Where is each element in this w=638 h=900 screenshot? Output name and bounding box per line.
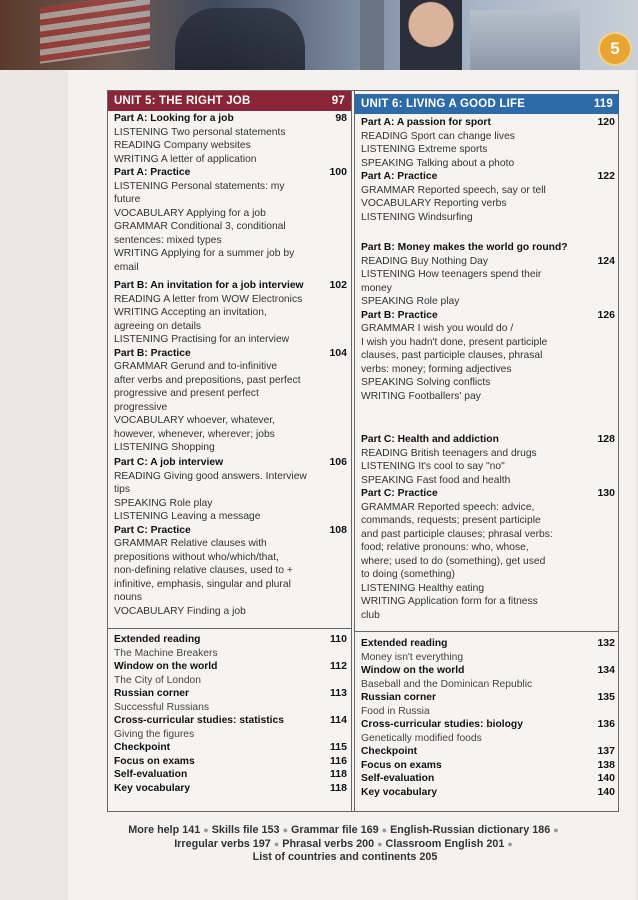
toc-line: Giving the figures <box>114 728 195 740</box>
toc-line: LISTENING Shopping <box>114 442 215 453</box>
toc-line: LISTENING Leaving a message <box>114 511 261 522</box>
building-silhouette <box>470 10 580 70</box>
toc-line: nouns <box>114 592 143 603</box>
toc-line: WRITING A letter of application <box>114 153 257 165</box>
toc-line: LISTENING It's cool to say "no" <box>361 461 505 472</box>
toc-entry[interactable]: Part A: Looking for a job 98 <box>114 112 347 124</box>
toc-line: SPEAKING Role play <box>114 497 213 509</box>
toc-line: Successful Russians <box>114 701 209 713</box>
toc-entry[interactable]: Checkpoint 115 <box>114 741 347 753</box>
toc-line: WRITING Applying for a summer job by <box>114 248 295 259</box>
toc-line: SPEAKING Fast food and health <box>361 474 511 486</box>
toc-line: GRAMMAR Relative clauses with <box>114 538 267 549</box>
toc-line: progressive and present perfect progressive <box>114 388 259 413</box>
toc-line: clauses, past participle clauses, phrasal <box>361 350 543 361</box>
appendix-link[interactable]: Irregular verbs 197 <box>174 837 271 850</box>
toc-entry[interactable]: Russian corner 113 <box>114 687 347 699</box>
header-banner-photo <box>0 0 638 70</box>
appendix-link[interactable]: English-Russian dictionary 186 <box>390 824 551 836</box>
toc-line: after verbs and prepositions, past perfect <box>114 374 301 386</box>
unit-6-part-c <box>355 433 619 622</box>
page-number: 5 <box>610 39 620 58</box>
toc-line: where; used to do (something), get used <box>361 555 546 567</box>
toc-line: SPEAKING Solving conflicts <box>361 377 491 388</box>
unit-5-part-a <box>108 112 351 274</box>
appendix-link[interactable]: More help 141 <box>128 824 201 836</box>
toc-line: money <box>361 282 392 294</box>
flag-decoration <box>40 0 150 64</box>
toc-line: I wish you hadn't done, present participle <box>361 336 548 348</box>
appendix-line-3 <box>95 851 595 865</box>
toc-line: SPEAKING Role play <box>361 296 460 307</box>
unit-6-extras <box>355 637 619 799</box>
toc-line: READING Company websites <box>114 140 251 151</box>
toc-line: LISTENING Two personal statements <box>114 126 286 138</box>
bullet-dot-icon: ● <box>507 838 513 849</box>
toc-entry[interactable]: Part B: Practice 104 <box>114 346 347 359</box>
toc-line: The Machine Breakers <box>114 647 218 659</box>
toc-line: Baseball and the Dominican Republic <box>361 678 533 690</box>
toc-entry[interactable]: Part A: A passion for sport 120 <box>361 116 615 128</box>
toc-line: club <box>361 609 380 621</box>
toc-entry[interactable]: Part C: Practice 108 <box>114 523 347 536</box>
appendix-link[interactable]: Skills file 153 <box>211 824 280 836</box>
toc-line: READING British teenagers and drugs <box>361 447 537 459</box>
unit-5-title: UNIT 5: THE RIGHT JOB <box>114 95 251 107</box>
appendix-link[interactable]: Phrasal verbs 200 <box>282 837 375 850</box>
toc-line: VOCABULARY whoever, whatever, <box>114 415 276 426</box>
toc-line: WRITING Footballers' pay <box>361 390 481 402</box>
toc-line: READING Sport can change lives <box>361 130 515 142</box>
toc-line: infinitive, emphasis, singular and plural <box>114 578 291 590</box>
toc-entry[interactable]: Part C: A job interview 106 <box>114 456 347 468</box>
toc-line: READING Buy Nothing Day <box>361 255 489 267</box>
unit-6-column <box>354 91 619 811</box>
unit-5-part-b <box>108 279 351 455</box>
contents-table <box>107 90 619 812</box>
people-silhouette <box>175 8 305 70</box>
toc-line: email <box>114 261 139 273</box>
toc-line: commands, requests; present participle <box>361 515 541 526</box>
unit-5-page: 97 <box>331 95 345 107</box>
unit-5-part-c <box>108 456 351 618</box>
toc-entry[interactable]: Extended reading 132 <box>361 637 615 649</box>
man-portrait <box>400 0 462 70</box>
bullet-dot-icon: ● <box>377 838 383 849</box>
toc-entry[interactable]: Cross-curricular studies: statistics 114 <box>114 714 347 726</box>
toc-line: SPEAKING Talking about a photo <box>361 157 515 169</box>
toc-line: LISTENING Windsurfing <box>361 211 473 223</box>
toc-entry[interactable]: Focus on exams 116 <box>114 754 347 767</box>
bullet-dot-icon: ● <box>273 838 280 849</box>
toc-entry[interactable]: Part A: Practice 100 <box>114 166 347 178</box>
bullet-dot-icon: ● <box>282 825 288 835</box>
toc-line: Genetically modified foods <box>361 732 482 744</box>
toc-line: WRITING Accepting an invitation, <box>114 307 267 318</box>
toc-line: food; relative pronouns: who, whose, <box>361 542 529 553</box>
bullet-dot-icon: ● <box>381 825 388 835</box>
toc-entry[interactable]: Window on the world 134 <box>361 664 615 676</box>
toc-line: LISTENING Healthy eating <box>361 582 485 594</box>
toc-line: agreeing on details <box>114 320 202 332</box>
toc-entry[interactable]: Part B: Money makes the world go round? 124 <box>361 242 615 267</box>
toc-line: prepositions without who/which/that, <box>114 551 279 563</box>
toc-line: non-defining relative clauses, used to + <box>114 565 293 576</box>
unit-6-header <box>355 94 619 114</box>
toc-line: sentences: mixed types <box>114 234 222 246</box>
toc-line: however, whenever, wherever; jobs <box>114 428 275 440</box>
toc-entry[interactable]: Part C: Practice 130 <box>361 487 615 499</box>
toc-line: Money isn't everything <box>361 651 464 663</box>
toc-line: WRITING Application form for a fitness <box>361 596 538 607</box>
toc-line: VOCABULARY Finding a job <box>114 605 246 617</box>
toc-line: READING A letter from WOW Electronics <box>114 293 303 305</box>
bullet-dot-icon: ● <box>553 825 559 835</box>
section-divider <box>108 628 351 629</box>
toc-line: GRAMMAR I wish you would do / <box>361 323 514 334</box>
toc-entry[interactable]: Self-evaluation 140 <box>361 772 615 784</box>
section-divider <box>355 631 619 632</box>
unit-6-page: 119 <box>593 98 613 110</box>
toc-entry[interactable]: Part A: Practice 122 <box>361 170 615 182</box>
toc-line: and past participle clauses; phrasal verbs: <box>361 528 553 540</box>
toc-line: tips <box>114 484 131 495</box>
unit-5-header <box>108 91 351 111</box>
clock-tower-silhouette <box>360 0 384 70</box>
toc-line: Food in Russia <box>361 705 430 717</box>
page-number-badge <box>600 34 630 64</box>
toc-line: LISTENING Practising for an interview <box>114 334 290 345</box>
toc-line: VOCABULARY Reporting verbs <box>361 198 507 209</box>
appendix-list <box>95 824 595 865</box>
toc-entry[interactable]: Extended reading 110 <box>114 633 347 645</box>
toc-entry[interactable]: Self-evaluation 118 <box>114 768 347 780</box>
appendix-line-2 <box>95 838 595 852</box>
toc-line: GRAMMAR Reported speech: advice, <box>361 501 535 513</box>
unit-6-title: UNIT 6: LIVING A GOOD LIFE <box>361 98 526 110</box>
toc-entry[interactable]: Part B: An invitation for a job interview 102 <box>114 279 347 291</box>
toc-line: LISTENING Personal statements: my future <box>114 180 285 205</box>
toc-line: LISTENING Extreme sports <box>361 144 488 155</box>
toc-entry[interactable]: Key vocabulary 140 <box>361 785 615 798</box>
unit-5-extras <box>108 633 351 795</box>
toc-line: GRAMMAR Gerund and to-infinitive <box>114 361 278 372</box>
toc-line: GRAMMAR Reported speech, say or tell <box>361 184 546 196</box>
toc-entry[interactable]: Part C: Health and addiction 128 <box>361 433 615 445</box>
toc-entry[interactable]: Focus on exams 138 <box>361 758 615 771</box>
toc-line: GRAMMAR Conditional 3, conditional <box>114 221 286 232</box>
toc-entry[interactable]: Cross-curricular studies: biology 136 <box>361 718 615 730</box>
appendix-line-1 <box>95 824 595 838</box>
appendix-link[interactable]: Grammar file 169 <box>291 824 379 836</box>
unit-6-part-b <box>355 241 619 403</box>
toc-entry[interactable]: Window on the world 112 <box>114 660 347 672</box>
appendix-link[interactable]: Classroom English 201 <box>385 837 505 850</box>
toc-line: The City of London <box>114 674 202 686</box>
toc-entry[interactable]: Checkpoint 137 <box>361 745 615 757</box>
toc-line: READING Giving good answers. Interview <box>114 470 307 482</box>
bullet-dot-icon: ● <box>203 825 209 835</box>
unit-5-column <box>108 91 352 811</box>
toc-line: LISTENING How teenagers spend their <box>361 269 542 280</box>
toc-entry[interactable]: Russian corner 135 <box>361 691 615 703</box>
unit-6-part-a <box>355 116 619 224</box>
toc-line: verbs: money; forming adjectives <box>361 363 512 375</box>
toc-entry[interactable]: Key vocabulary 118 <box>114 781 347 794</box>
appendix-link[interactable]: List of countries and continents 205 <box>252 851 438 863</box>
toc-entry[interactable]: Part B: Practice 126 <box>361 308 615 321</box>
toc-line: VOCABULARY Applying for a job <box>114 207 266 219</box>
toc-line: to doing (something) <box>361 569 455 580</box>
